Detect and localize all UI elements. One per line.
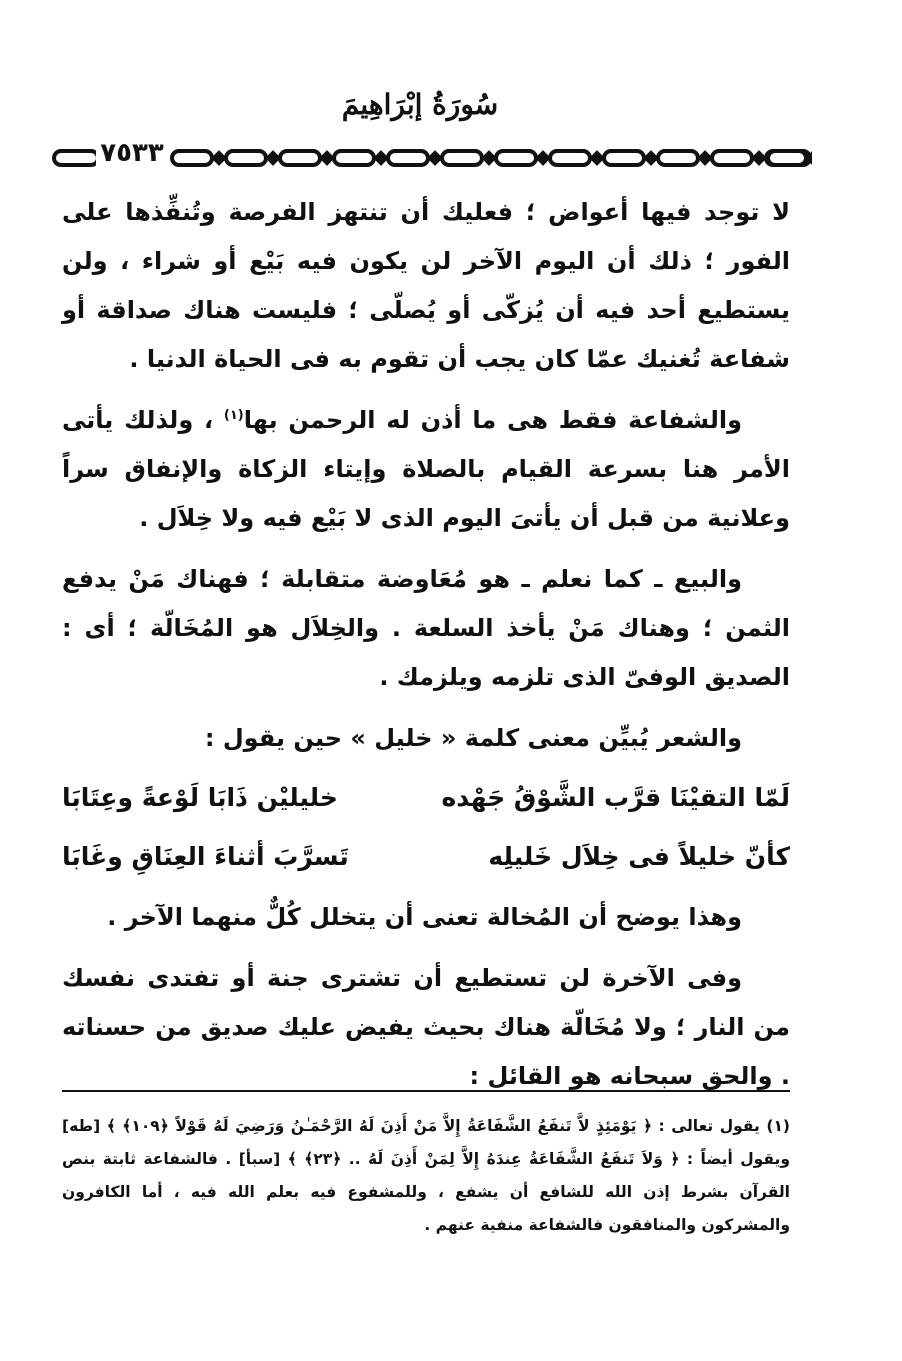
- paragraph-5: [62, 893, 790, 942]
- footnote-divider: [62, 1090, 790, 1092]
- paragraph-6: [62, 954, 790, 1101]
- verse-1-second-hemistich: خليليْن ذَابَا لَوْعةً وعِتَابَا: [62, 783, 338, 812]
- verse-1-first-hemistich: لَمّا التقيْنَا قرَّب الشَّوْقُ جَهْده: [441, 783, 790, 812]
- paragraph-4: [62, 714, 790, 763]
- chain-link: [388, 151, 428, 165]
- chain-diamond: [646, 153, 656, 163]
- chain-link: [226, 151, 266, 165]
- paragraph-1: لا توجد فيها أعواض ؛ فعليك أن تنتهز الفرصة وتُنفِّذها على الفور ؛ ذلك أن اليوم الآخر لن يكون فيه بَيْع أو شراء ، ولن يستطيع أحد فيه أن يُزكّى أو يُصلّى ؛ فليست هناك صداقة أو شفاعة تُغنيك عمّا كان يجب أن تقوم به فى الحياة الدنيا .: [62, 198, 790, 373]
- chain-diamond: [484, 153, 494, 163]
- chain-link: [496, 151, 536, 165]
- footnote-text: (١) يقول تعالى : ﴿ يَوْمَئِذٍ لاَّ تَنفَعُ الشَّفَاعَةُ إِلاَّ مَنْ أَذِنَ لَهُ الرَّحْمَـٰنُ وَرَضِيَ لَهُ قَوْلاً ﴿١٠٩﴾ ﴾ [طه] ويقول أيضاً : ﴿ وَلاَ تَنفَعُ الشَّفَاعَةُ عِندَهُ إِلاَّ لِمَنْ أَذِنَ لَهُ .. ﴿٢٣﴾ ﴾ [سبأ] . فالشفاعة ثابتة بنص القرآن بشرط إذن الله للشافع أن يشفع ، وللمشفوع فيه بعلم الله فيه ، أما الكافرون والمشركون والمنافقون فالشفاعة منفية عنهم .: [62, 1117, 791, 1234]
- poem-verse-2: [62, 832, 790, 881]
- chain-diamond: [592, 153, 602, 163]
- chain-diamond: [268, 153, 278, 163]
- verse-2-second-hemistich: تَسرَّبَ أثناءَ العِنَاقِ وغَابَا: [62, 842, 349, 871]
- paragraph-2-text-a: والشفاعة فقط هى ما أذن له الرحمن بها: [243, 406, 742, 434]
- paragraph-2-text-b: ، ولذلك يأتى الأمر هنا بسرعة القيام بالصلاة وإيتاء الزكاة والإنفاق سراً وعلانية من قبل أن يأتىَ اليوم الذى لا بَيْع فيه ولا خِلاَل .: [62, 406, 790, 532]
- chain-link: [172, 151, 212, 165]
- chain-link: [658, 151, 698, 165]
- surah-title: سُورَةُ إبْرَاهِيمَ: [341, 88, 499, 121]
- chain-link: [54, 151, 98, 165]
- chain-diamond: [214, 153, 224, 163]
- main-text: [62, 188, 790, 1101]
- chain-link: [604, 151, 644, 165]
- chain-link: [712, 151, 752, 165]
- chain-diamond: [376, 153, 386, 163]
- chain-diamond: [430, 153, 440, 163]
- chain-link: [550, 151, 590, 165]
- poem-verse-1: [62, 773, 790, 822]
- chain-diamond: [700, 153, 710, 163]
- chain-diamond: [538, 153, 548, 163]
- paragraph-3-text: والبيع ـ كما نعلم ـ هو مُعَاوضة متقابلة ؛ فهناك مَنْ يدفع الثمن ؛ وهناك مَنْ يأخذ السلعة . والخِلاَل هو المُخَالّة ؛ أى : الصديق الوفىّ الذى تلزمه ويلزمك .: [62, 565, 790, 691]
- page-number: ٧٥٣٣: [96, 138, 168, 168]
- verse-2-first-hemistich: كأنّ خليلاً فى خِلاَل خَليلِه: [488, 842, 790, 871]
- paragraph-5-text: وهذا يوضح أن المُخالة تعنى أن يتخلل كُلٌّ منهما الآخر .: [107, 903, 742, 931]
- footnote: [62, 1110, 790, 1242]
- paragraph-6-text: وفى الآخرة لن تستطيع أن تشترى جنة أو تفتدى نفسك من النار ؛ ولا مُخَالّة هناك بحيث يفيض عليك صديق من حسناته . والحق سبحانه هو القائل :: [62, 964, 790, 1090]
- paragraph-2: [62, 396, 790, 543]
- paragraph-4-text: والشعر يُبيِّن معنى كلمة « خليل » حين يقول :: [204, 724, 742, 752]
- chain-link: [442, 151, 482, 165]
- chain-diamond: [754, 153, 764, 163]
- chain-link: [334, 151, 374, 165]
- chain-diamond: [322, 153, 332, 163]
- footnote-reference[interactable]: (١): [223, 408, 244, 423]
- paragraph-3: [62, 555, 790, 702]
- chain-link: [280, 151, 320, 165]
